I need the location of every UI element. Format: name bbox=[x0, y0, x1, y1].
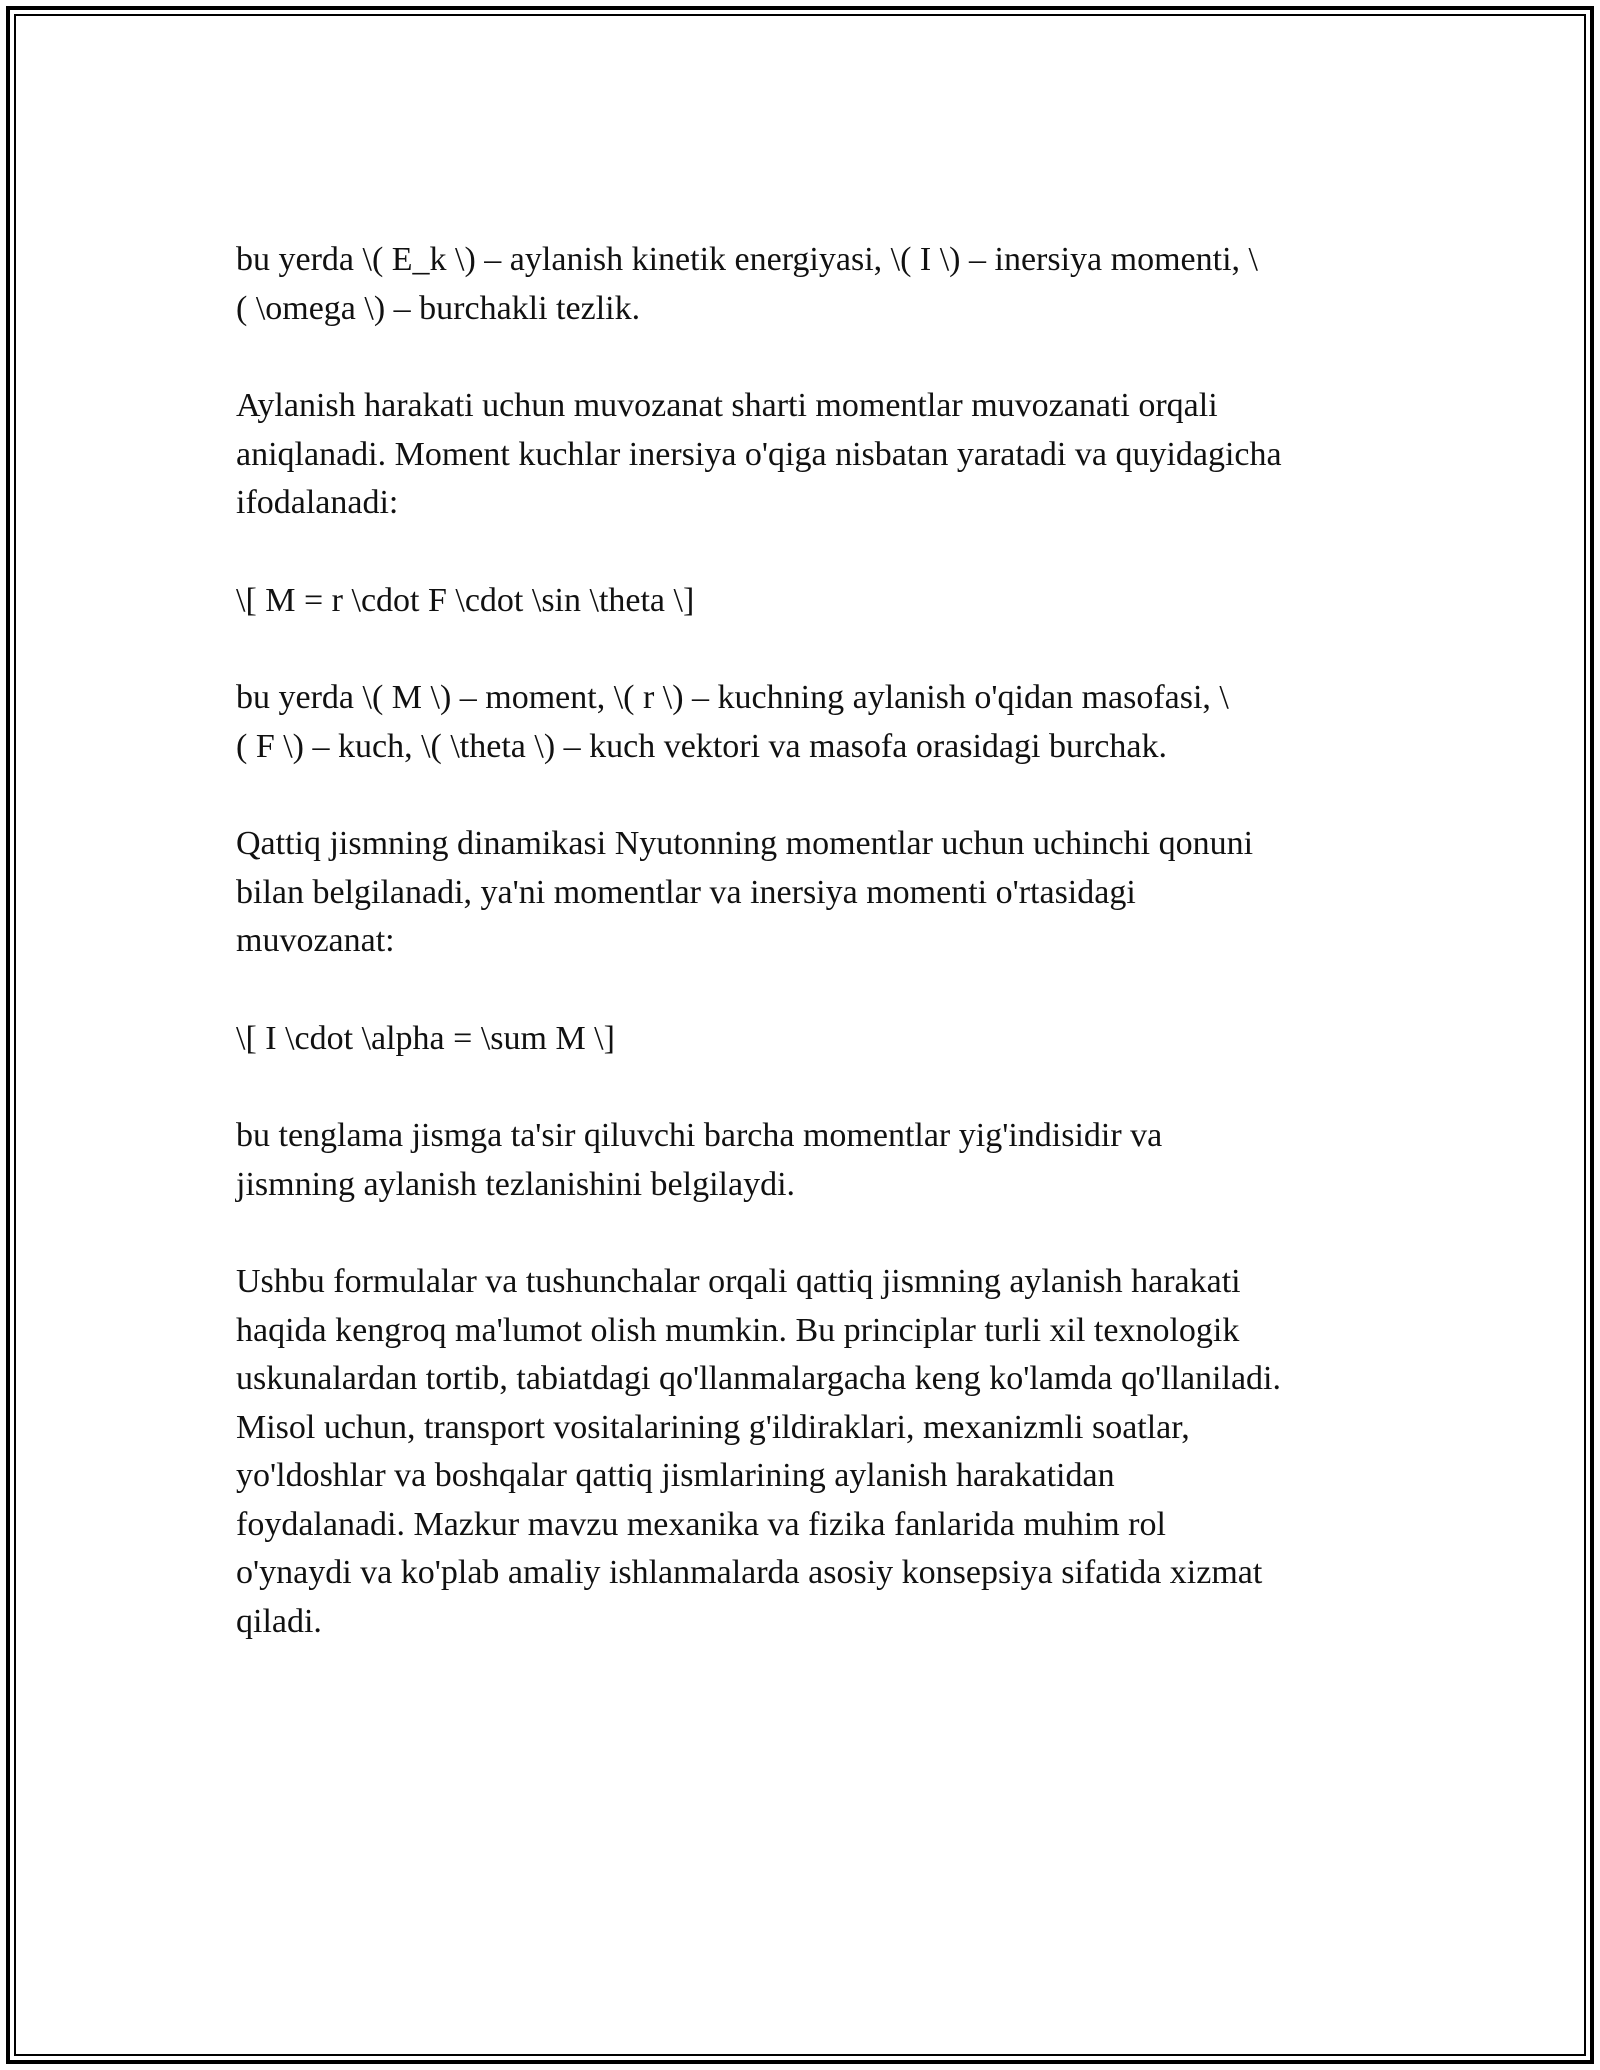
paragraph-kinetic-energy-definitions: bu yerda \( E_k \) – aylanish kinetik energiyasi, \( I \) – inersiya momenti, \ ( \omega \) – burchakli tezlik. bbox=[236, 241, 1258, 327]
paragraph-applications: Ushbu formulalar va tushunchalar orqali qattiq jismning aylanish harakati haqida kengroq ma'lumot olish mumkin. Bu principlar turli xil texnologik uskunalardan tortib, tabiatdagi qo'llanmalargacha keng ko'lamda qo'llaniladi. Misol uchun, transport vositalarining g'ildiraklari, mexanizmli soatlar, yo'ldoshlar va boshqalar qattiq jismlarining aylanish harakatidan foydalanadi. Mazkur mavzu mexanika va fizika fanlarida muhim rol o'ynaydi va ko'plab amaliy ishlanmalarda asosiy konsepsiya sifatida xizmat qiladi. bbox=[236, 1263, 1281, 1640]
formula-angular-acceleration: \[ I \cdot \alpha = \sum M \] bbox=[236, 1019, 615, 1057]
paragraph-equation-explanation: bu tenglama jismga ta'sir qiluvchi barcha momentlar yig'indisidir va jismning aylanish tezlanishini belgilaydi. bbox=[236, 1117, 1163, 1203]
paragraph-rigid-body-dynamics: Qattiq jismning dinamikasi Nyutonning momentlar uchun uchinchi qonuni bilan belgilanadi, ya'ni momentlar va inersiya momenti o'rtasidagi muvozanat: bbox=[236, 825, 1254, 959]
paragraph-equilibrium-condition: Aylanish harakati uchun muvozanat sharti momentlar muvozanati orqali aniqlanadi. Moment kuchlar inersiya o'qiga nisbatan yaratadi va quyidagicha ifodalanadi: bbox=[236, 387, 1282, 521]
document-body bbox=[236, 236, 1376, 1695]
formula-moment: \[ M = r \cdot F \cdot \sin \theta \] bbox=[236, 581, 695, 619]
paragraph-moment-definitions: bu yerda \( M \) – moment, \( r \) – kuchning aylanish o'qidan masofasi, \ ( F \) – kuch, \( \theta \) – kuch vektori va masofa orasidagi burchak. bbox=[236, 679, 1229, 765]
